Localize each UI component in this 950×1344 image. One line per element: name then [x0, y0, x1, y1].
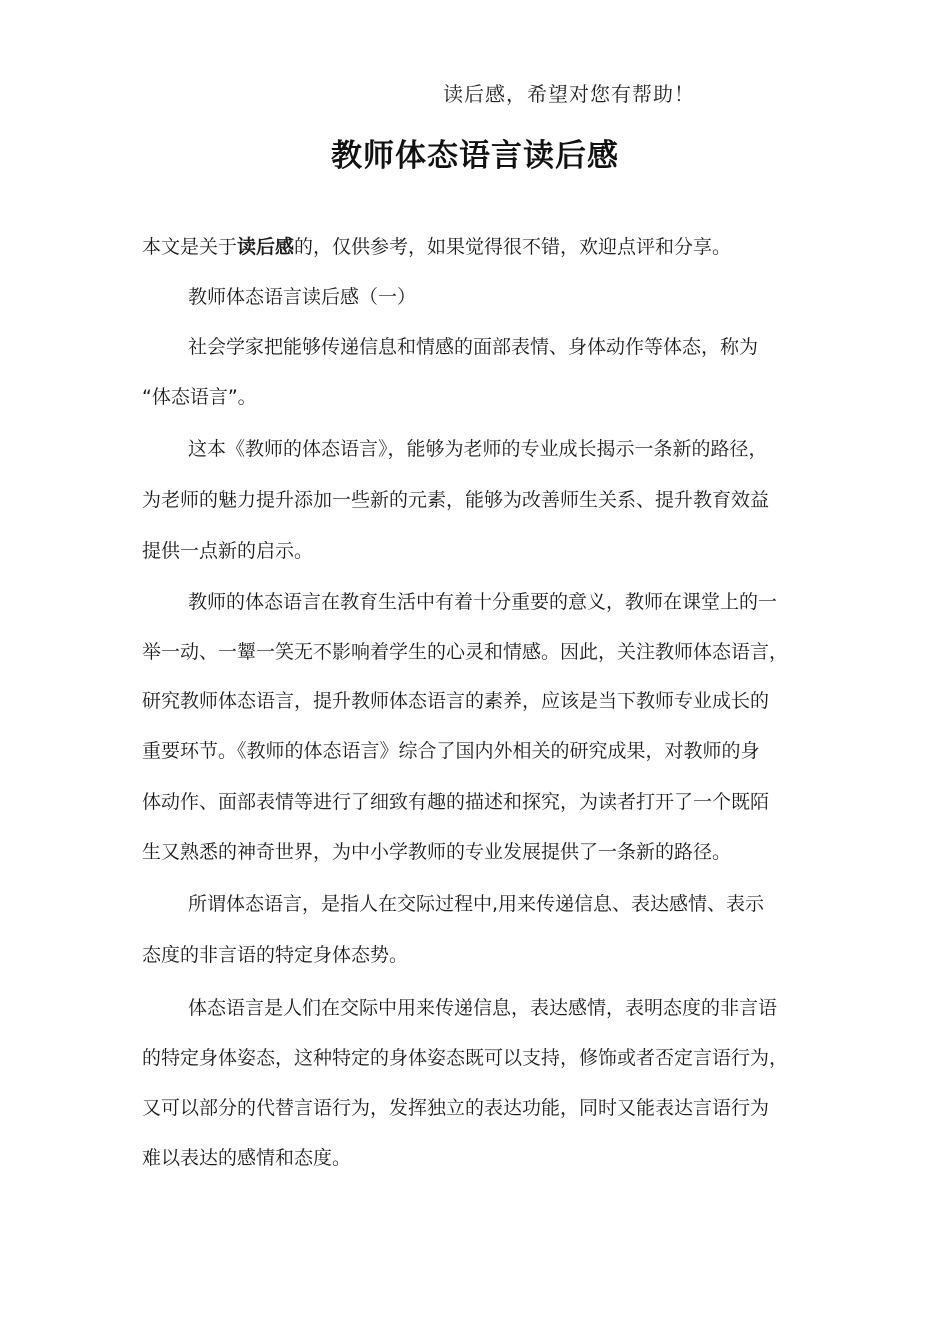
paragraph-3-line-2: 举一动、一颦一笑无不影响着学生的心灵和情感。因此，关注教师体态语言，: [142, 641, 789, 663]
page-title: 教师体态语言读后感: [331, 138, 619, 174]
section-heading: 教师体态语言读后感（一）: [188, 286, 417, 308]
intro-line: [142, 234, 731, 260]
paragraph-2-line-2: 为老师的魅力提升添加一些新的元素，能够为改善师生关系、提升教育效益: [142, 489, 770, 511]
paragraph-2-line-1: 这本《教师的体态语言》，能够为老师的专业成长揭示一条新的路径，: [188, 438, 768, 460]
paragraph-4-line-2: 态度的非言语的特定身体态势。: [142, 944, 409, 966]
intro-suffix: 的，仅供参考，如果觉得很不错，欢迎点评和分享。: [294, 236, 732, 258]
paragraph-5-line-2: 的特定身体姿态，这种特定的身体姿态既可以支持，修饰或者否定言语行为，: [142, 1047, 789, 1069]
paragraph-3-line-3: 研究教师体态语言，提升教师体态语言的素养，应该是当下教师专业成长的: [142, 690, 770, 712]
paragraph-1-line-2: “体态语言”。: [142, 386, 257, 408]
intro-prefix: 本文是关于: [142, 236, 238, 258]
paragraph-2-line-3: 提供一点新的启示。: [142, 540, 314, 562]
paragraph-5-line-3: 又可以部分的代替言语行为，发挥独立的表达功能，同时又能表达言语行为: [142, 1097, 770, 1119]
header-note: 读后感，希望对您有帮助！: [443, 82, 695, 106]
paragraph-3-line-5: 体动作、面部表情等进行了细致有趣的描述和探究，为读者打开了一个既陌: [142, 791, 770, 813]
paragraph-1-line-1: 社会学家把能够传递信息和情感的面部表情、身体动作等体态，称为: [188, 336, 759, 358]
paragraph-3-line-1: 教师的体态语言在教育生活中有着十分重要的意义，教师在课堂上的一: [188, 591, 778, 613]
intro-keyword: 读后感: [237, 236, 295, 258]
paragraph-5-line-4: 难以表达的感情和态度。: [142, 1147, 352, 1169]
paragraph-3-line-6: 生又熟悉的神奇世界，为中小学教师的专业发展提供了一条新的路径。: [142, 841, 732, 863]
paragraph-4-line-1: 所谓体态语言，是指人在交际过程中,用来传递信息、表达感情、表示: [188, 893, 765, 915]
paragraph-5-line-1: 体态语言是人们在交际中用来传递信息，表达感情，表明态度的非言语: [188, 997, 778, 1019]
paragraph-3-line-4: 重要环节。《教师的体态语言》综合了国内外相关的研究成果，对教师的身: [142, 740, 760, 762]
